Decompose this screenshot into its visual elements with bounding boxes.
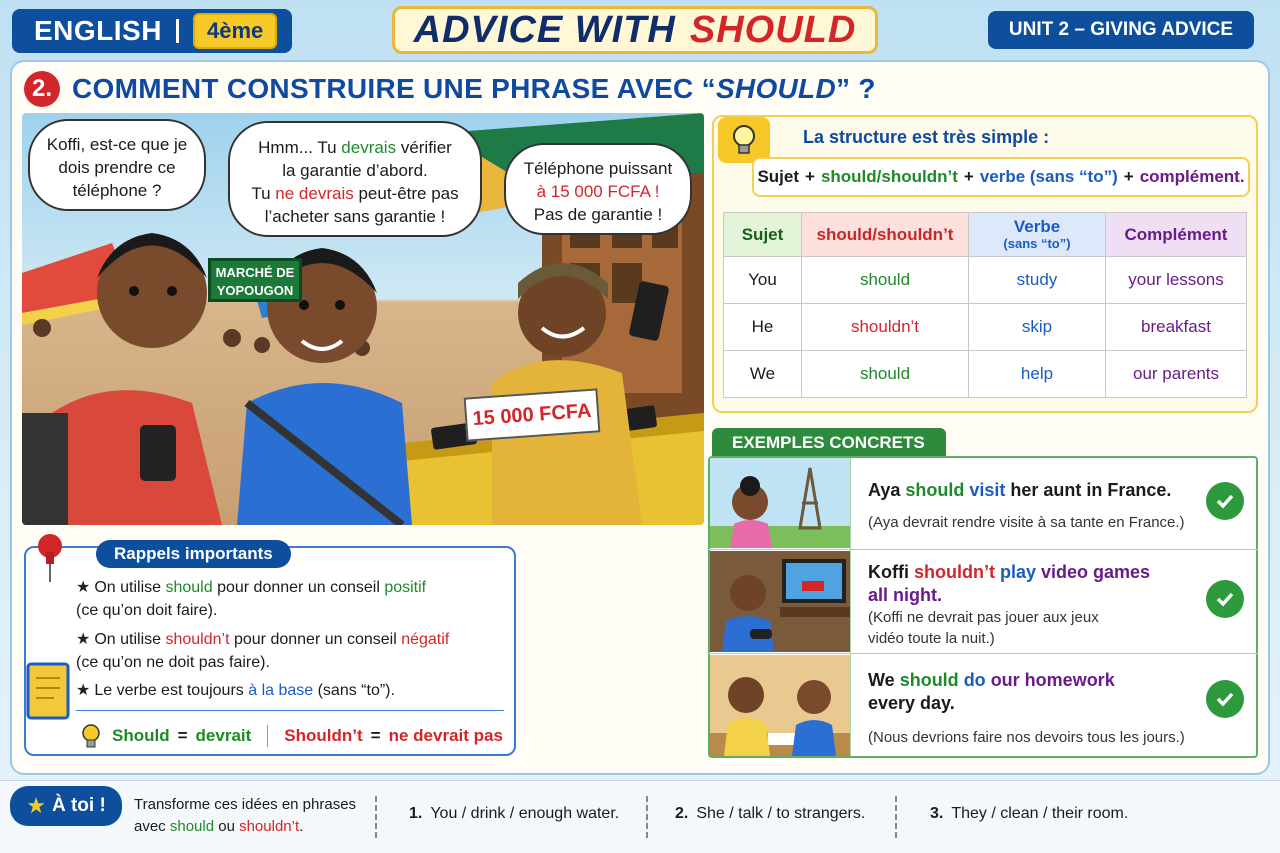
r2-c: pour donner un conseil xyxy=(229,631,402,648)
summary-devrait: devrait xyxy=(195,726,252,745)
exercise-task-3 xyxy=(930,805,1128,823)
page-title xyxy=(392,6,878,54)
instr-dot: . xyxy=(299,818,304,835)
unit-badge: UNIT 2 – GIVING ADVICE xyxy=(988,11,1254,49)
th-subject: Sujet xyxy=(724,213,802,257)
instr-line1: Transforme ces idées en phrases xyxy=(134,796,357,813)
table-row xyxy=(724,304,1247,351)
speech-bubble-boy2 xyxy=(228,121,482,237)
summary-separator xyxy=(267,725,268,747)
task-1-number: 1. xyxy=(409,805,423,822)
exercise-divider xyxy=(895,796,897,838)
ex2-subject: Koffi xyxy=(868,562,914,582)
cell-subject: We xyxy=(724,351,802,398)
ex1-verb: visit xyxy=(964,480,1006,500)
r1-a: On utilise xyxy=(94,579,166,596)
example-image-video-games xyxy=(710,551,850,652)
bubble3-line2: à 15 000 FCFA ! xyxy=(536,182,660,201)
bubble3-line3: Pas de garantie ! xyxy=(533,205,663,224)
example-2-english xyxy=(868,561,1150,607)
summary-eq-2: = xyxy=(370,726,381,745)
exercise-divider xyxy=(646,796,648,838)
table-row xyxy=(724,257,1247,304)
notebook-icon xyxy=(24,660,72,727)
examples-tab-label: EXEMPLES CONCRETS xyxy=(712,428,946,458)
r3-b: à la base xyxy=(248,682,314,699)
star-icon: ★ xyxy=(76,682,91,699)
summary-ne-devrait: ne devrait pas xyxy=(388,726,503,745)
formula-plus-2: + xyxy=(963,167,974,186)
exercise-instructions xyxy=(134,794,356,838)
ex2-complement-2: all night. xyxy=(868,585,942,605)
formula-subject: Sujet xyxy=(757,167,800,186)
r1-d: positif xyxy=(384,579,427,596)
example-image-eiffel-tower xyxy=(710,458,850,548)
market-sign-line1: MARCHÉ DE xyxy=(215,265,295,280)
speech-bubble-boy1 xyxy=(28,119,206,211)
formula-plus-1: + xyxy=(805,167,815,186)
exercise-task-2 xyxy=(675,805,865,823)
section-heading-prefix: COMMENT CONSTRUIRE UNE PHRASE AVEC “ xyxy=(72,73,716,104)
bubble2-line4: l’acheter sans garantie ! xyxy=(264,207,446,226)
instr-a: avec xyxy=(134,818,170,835)
examples-column-divider xyxy=(850,458,851,756)
ex1-complement: her aunt in France. xyxy=(1005,480,1172,500)
r1-c: pour donner un conseil xyxy=(212,579,385,596)
bubble2-line1 xyxy=(230,136,480,159)
r2-b: shouldn’t xyxy=(165,631,230,648)
example-2-french xyxy=(868,607,1099,649)
formula-verb: verbe (sans “to”) xyxy=(979,167,1118,186)
example-image-homework xyxy=(710,655,850,756)
instr-ou: ou xyxy=(214,818,240,835)
level-badge: 4ème xyxy=(193,13,277,49)
cell-complement: our parents xyxy=(1106,351,1247,398)
exercise-label xyxy=(10,786,122,826)
formula-plus-3: + xyxy=(1123,167,1134,186)
formula-modal: should/shouldn’t xyxy=(820,167,958,186)
bubble2-line3 xyxy=(230,182,480,205)
title-part2: SHOULD xyxy=(689,8,857,51)
b2-l1c: vérifier xyxy=(396,138,452,157)
ex3-verb: do xyxy=(958,670,986,690)
summary-should: Should xyxy=(112,726,170,745)
b2-l3a: Tu xyxy=(251,184,276,203)
example-1-french: (Aya devrait rendre visite à sa tante en France.) xyxy=(868,514,1185,531)
reminders-summary xyxy=(78,722,503,750)
cell-modal: should xyxy=(802,257,969,304)
instr-shouldnt: shouldn’t xyxy=(239,818,300,835)
star-icon: ★ xyxy=(76,579,91,596)
pushpin-icon xyxy=(32,532,68,587)
header-divider xyxy=(176,19,179,43)
bubble3-line1: Téléphone puissant xyxy=(523,159,673,178)
ex1-modal: should xyxy=(905,480,965,500)
cell-complement: breakfast xyxy=(1106,304,1247,351)
r2-e: (ce qu’on ne doit pas faire). xyxy=(76,654,270,671)
b2-l3c: peut-être pas xyxy=(353,184,459,203)
formula-complement: complément. xyxy=(1139,167,1245,186)
th-verb-note: (sans “to”) xyxy=(1003,235,1071,251)
cell-verb: skip xyxy=(969,304,1106,351)
section-heading-suffix: ” ? xyxy=(835,73,876,104)
b2-l1b: devrais xyxy=(341,138,397,157)
r3-c: (sans “to”). xyxy=(313,682,395,699)
bubble2-line2: la garantie d’abord. xyxy=(282,161,428,180)
section-heading xyxy=(72,73,876,105)
example-3-english xyxy=(868,669,1115,715)
instr-should: should xyxy=(169,818,215,835)
ex2-verb: play xyxy=(994,562,1036,582)
market-scene-illustration xyxy=(22,113,704,525)
ex3-complement: our homework xyxy=(985,670,1115,690)
cell-subject: You xyxy=(724,257,802,304)
market-sign xyxy=(208,258,302,302)
example-1-english xyxy=(868,479,1171,502)
structure-formula xyxy=(752,157,1250,197)
reminder-1 xyxy=(76,576,426,622)
reminders-title: Rappels importants xyxy=(96,540,291,568)
checkmark-icon xyxy=(1206,482,1244,520)
reminder-2 xyxy=(76,628,449,674)
task-2-number: 2. xyxy=(675,805,689,822)
subject-label: ENGLISH xyxy=(34,15,162,46)
bubble1-text: Koffi, est-ce que je dois prendre ce téléphone ? xyxy=(46,135,188,200)
price-tag: 15 000 FCFA xyxy=(464,388,601,441)
th-complement: Complément xyxy=(1106,213,1247,257)
r2-d: négatif xyxy=(401,631,450,648)
th-verb xyxy=(969,213,1106,257)
task-1-text: You / drink / enough water. xyxy=(430,805,620,822)
th-modal: should/shouldn’t xyxy=(802,213,969,257)
summary-eq-1: = xyxy=(177,726,188,745)
task-3-number: 3. xyxy=(930,805,944,822)
cell-verb: study xyxy=(969,257,1106,304)
example-divider-2 xyxy=(708,653,1258,654)
b2-l3b: ne devrais xyxy=(275,184,354,203)
lightbulb-icon xyxy=(78,722,104,750)
checkmark-icon xyxy=(1206,580,1244,618)
r3-a: Le verbe est toujours xyxy=(94,682,249,699)
subject-header xyxy=(12,9,292,53)
section-number: 2. xyxy=(24,71,60,107)
cell-subject: He xyxy=(724,304,802,351)
instr-line2 xyxy=(134,816,356,838)
cell-modal: shouldn’t xyxy=(802,304,969,351)
reminders-divider xyxy=(76,710,504,711)
example-divider-1 xyxy=(708,549,1258,550)
section-heading-em: SHOULD xyxy=(715,73,836,104)
ex2-complement: video games xyxy=(1036,562,1151,582)
cell-complement: your lessons xyxy=(1106,257,1247,304)
exercise-task-1 xyxy=(409,805,619,823)
checkmark-icon xyxy=(1206,680,1244,718)
ex1-subject: Aya xyxy=(868,480,906,500)
star-icon: ★ xyxy=(26,793,46,818)
summary-shouldnt: Shouldn’t xyxy=(284,726,363,745)
cell-verb: help xyxy=(969,351,1106,398)
table-row xyxy=(724,351,1247,398)
structure-table xyxy=(723,212,1247,398)
ex3-modal: should xyxy=(899,670,959,690)
ex2-modal: shouldn’t xyxy=(913,562,995,582)
ex3-subject: We xyxy=(868,670,900,690)
structure-heading: La structure est très simple : xyxy=(803,127,1050,147)
task-3-text: They / clean / their room. xyxy=(951,805,1129,822)
example-3-french: (Nous devrions faire nos devoirs tous les jours.) xyxy=(868,729,1185,746)
section-title xyxy=(24,70,876,108)
cell-modal: should xyxy=(802,351,969,398)
title-part1: ADVICE WITH xyxy=(413,8,676,51)
ex2-french-1: (Koffi ne devrait pas jouer aux jeux xyxy=(868,609,1099,626)
task-2-text: She / talk / to strangers. xyxy=(696,805,866,822)
market-sign-line2: YOPOUGON xyxy=(216,283,294,298)
r1-e: (ce qu’on doit faire). xyxy=(76,602,218,619)
star-icon: ★ xyxy=(76,631,91,648)
reminder-3 xyxy=(76,679,395,702)
exercise-label-text: À toi ! xyxy=(51,795,106,816)
th-verb-label: Verbe xyxy=(1013,216,1061,236)
ex2-french-2: vidéo toute la nuit.) xyxy=(868,630,995,647)
ex3-complement-2: every day. xyxy=(868,693,955,713)
speech-bubble-vendor xyxy=(504,143,692,235)
r1-b: should xyxy=(165,579,213,596)
table-header-row xyxy=(724,213,1247,257)
exercise-divider xyxy=(375,796,377,838)
b2-l1a: Hmm... Tu xyxy=(258,138,342,157)
r2-a: On utilise xyxy=(94,631,166,648)
